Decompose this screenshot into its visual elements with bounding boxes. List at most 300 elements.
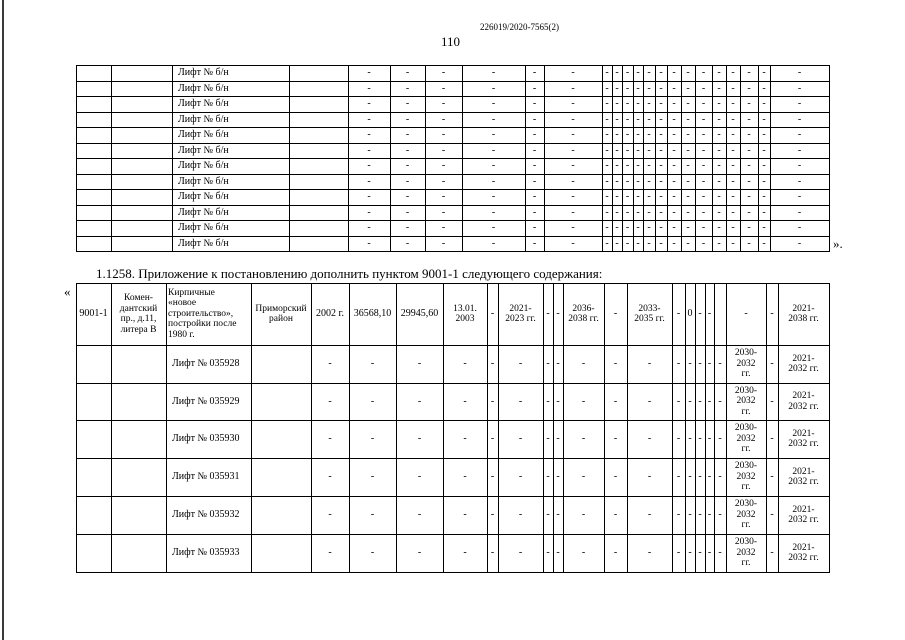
lift-label: Лифт № б/н bbox=[178, 175, 229, 187]
repair-period: 2021- 2032 гг. bbox=[788, 391, 819, 412]
table-rule bbox=[829, 283, 830, 573]
dash-cell: - bbox=[762, 129, 766, 140]
dash-cell: - bbox=[717, 82, 721, 94]
dash-cell: - bbox=[717, 129, 721, 140]
dash-cell: - bbox=[625, 175, 630, 187]
dash-cell: - bbox=[615, 222, 619, 233]
dash-cell: - bbox=[532, 113, 537, 125]
dash-cell: - bbox=[613, 358, 618, 369]
dash-cell: - bbox=[490, 358, 495, 369]
dash-cell: - bbox=[463, 509, 467, 520]
dash-cell: - bbox=[686, 206, 690, 218]
lift-label: Лифт № б/н bbox=[178, 98, 229, 109]
dash-cell: - bbox=[676, 509, 681, 520]
dash-cell: - bbox=[491, 160, 496, 171]
build-year: 2002 г. bbox=[316, 308, 344, 319]
dash-cell: - bbox=[417, 433, 422, 444]
dash-cell: - bbox=[556, 509, 560, 520]
dash-cell: - bbox=[686, 144, 690, 156]
dash-cell: - bbox=[556, 308, 560, 319]
dash-cell: - bbox=[328, 358, 332, 369]
dash-cell: - bbox=[441, 175, 446, 187]
dash-cell: - bbox=[647, 433, 652, 444]
dash-cell: - bbox=[556, 471, 560, 482]
dash-cell: - bbox=[615, 144, 619, 156]
dash-cell: - bbox=[659, 160, 663, 171]
registration-date: 13.01. 2003 bbox=[453, 303, 477, 324]
dash-cell: - bbox=[625, 206, 630, 218]
dash-cell: - bbox=[490, 308, 495, 319]
dash-cell: - bbox=[701, 144, 706, 156]
dash-cell: - bbox=[770, 509, 774, 520]
dash-cell: - bbox=[518, 547, 523, 558]
dash-cell: - bbox=[672, 237, 676, 249]
dash-cell: - bbox=[328, 547, 332, 558]
dash-cell: - bbox=[625, 191, 630, 202]
dash-cell: - bbox=[532, 191, 537, 202]
dash-cell: - bbox=[686, 67, 690, 78]
dash-cell: - bbox=[405, 206, 410, 218]
building-type: Кирпичные «новое строительство», постройки после 1980 г. bbox=[168, 287, 237, 340]
dash-cell: - bbox=[718, 358, 722, 369]
dash-cell: - bbox=[647, 471, 652, 482]
dash-cell: - bbox=[659, 82, 663, 94]
dash-cell: - bbox=[518, 509, 523, 520]
dash-cell: - bbox=[615, 82, 619, 94]
dash-cell: - bbox=[797, 67, 802, 78]
dash-cell: - bbox=[731, 67, 735, 78]
dash-cell: - bbox=[417, 509, 422, 520]
dash-cell: - bbox=[328, 395, 332, 407]
dash-cell: - bbox=[546, 308, 550, 319]
dash-cell: - bbox=[747, 160, 751, 171]
dash-cell: - bbox=[688, 471, 692, 482]
dash-cell: - bbox=[615, 98, 619, 109]
dash-cell: - bbox=[370, 471, 375, 482]
dash-cell: - bbox=[707, 471, 712, 482]
lift-label: Лифт № б/н bbox=[178, 237, 229, 249]
dash-cell: - bbox=[367, 82, 371, 94]
amendment-text: 1.1258. Приложение к постановлению дополнить пунктом 9001-1 следующего содержания: bbox=[96, 266, 603, 281]
dash-cell: - bbox=[797, 191, 802, 202]
dash-cell: - bbox=[647, 98, 651, 109]
repair-period: 2021- 2038 гг. bbox=[788, 303, 819, 324]
dash-cell: - bbox=[441, 129, 446, 140]
dash-cell: - bbox=[581, 433, 586, 444]
dash-cell: - bbox=[731, 175, 735, 187]
dash-cell: - bbox=[636, 129, 640, 140]
table-rule bbox=[111, 65, 112, 252]
dash-cell: - bbox=[636, 206, 640, 218]
dash-cell: - bbox=[701, 191, 706, 202]
building-address: Комен- дантский пр., д.11, литера В bbox=[119, 293, 158, 335]
dash-cell: - bbox=[659, 98, 663, 109]
dash-cell: - bbox=[731, 98, 735, 109]
dash-cell: - bbox=[328, 509, 332, 520]
dash-cell: - bbox=[367, 67, 371, 78]
dash-cell: - bbox=[417, 471, 422, 482]
dash-cell: - bbox=[625, 129, 630, 140]
dash-cell: - bbox=[762, 237, 766, 249]
lift-label: Лифт № б/н bbox=[178, 113, 229, 125]
dash-cell: - bbox=[647, 113, 651, 125]
dash-cell: - bbox=[762, 191, 766, 202]
dash-cell: - bbox=[672, 160, 676, 171]
dash-cell: - bbox=[672, 144, 676, 156]
dash-cell: - bbox=[615, 206, 619, 218]
dash-cell: - bbox=[762, 98, 766, 109]
dash-cell: - bbox=[676, 471, 681, 482]
dash-cell: - bbox=[546, 509, 550, 520]
lift-label: Лифт № б/н bbox=[178, 82, 229, 94]
dash-cell: - bbox=[518, 395, 523, 407]
opening-quote: « bbox=[64, 284, 71, 299]
dash-cell: - bbox=[417, 395, 422, 407]
repair-period: 2021- 2032 гг. bbox=[788, 504, 819, 525]
zero-value: 0 bbox=[687, 308, 693, 319]
dash-cell: - bbox=[762, 222, 766, 233]
dash-cell: - bbox=[659, 175, 663, 187]
dash-cell: - bbox=[731, 237, 735, 249]
dash-cell: - bbox=[797, 206, 802, 218]
dash-cell: - bbox=[605, 82, 609, 94]
dash-cell: - bbox=[625, 67, 630, 78]
dash-cell: - bbox=[490, 471, 495, 482]
dash-cell: - bbox=[605, 237, 609, 249]
dash-cell: - bbox=[613, 547, 618, 558]
dash-cell: - bbox=[441, 144, 446, 156]
dash-cell: - bbox=[615, 129, 619, 140]
dash-cell: - bbox=[370, 358, 375, 369]
dash-cell: - bbox=[613, 471, 618, 482]
table-rule bbox=[829, 65, 830, 252]
dash-cell: - bbox=[613, 308, 618, 319]
dash-cell: - bbox=[717, 144, 721, 156]
dash-cell: - bbox=[571, 113, 575, 125]
dash-cell: - bbox=[441, 191, 446, 202]
dash-cell: - bbox=[532, 98, 537, 109]
dash-cell: - bbox=[625, 222, 630, 233]
dash-cell: - bbox=[686, 160, 690, 171]
dash-cell: - bbox=[417, 358, 422, 369]
dash-cell: - bbox=[546, 471, 550, 482]
dash-cell: - bbox=[731, 222, 735, 233]
dash-cell: - bbox=[532, 129, 537, 140]
dash-cell: - bbox=[491, 175, 496, 187]
dash-cell: - bbox=[688, 547, 692, 558]
dash-cell: - bbox=[701, 160, 706, 171]
dash-cell: - bbox=[747, 98, 751, 109]
dash-cell: - bbox=[532, 237, 537, 249]
dash-cell: - bbox=[698, 433, 702, 444]
dash-cell: - bbox=[762, 113, 766, 125]
dash-cell: - bbox=[441, 98, 446, 109]
dash-cell: - bbox=[688, 433, 692, 444]
table-rule bbox=[172, 65, 173, 252]
dash-cell: - bbox=[491, 237, 496, 249]
lift-label: Лифт № б/н bbox=[178, 144, 229, 156]
dash-cell: - bbox=[797, 113, 802, 125]
lift-label: Лифт № б/н bbox=[178, 191, 229, 202]
dash-cell: - bbox=[491, 191, 496, 202]
dash-cell: - bbox=[532, 175, 537, 187]
dash-cell: - bbox=[688, 358, 692, 369]
dash-cell: - bbox=[797, 98, 802, 109]
item-number: 9001-1 bbox=[79, 308, 108, 319]
lift-label: Лифт № б/н bbox=[178, 129, 229, 140]
dash-cell: - bbox=[571, 206, 575, 218]
dash-cell: - bbox=[571, 237, 575, 249]
dash-cell: - bbox=[532, 82, 537, 94]
repair-period: 2030- 2032 гг. bbox=[734, 423, 758, 455]
dash-cell: - bbox=[686, 113, 690, 125]
dash-cell: - bbox=[417, 547, 422, 558]
dash-cell: - bbox=[659, 191, 663, 202]
dash-cell: - bbox=[581, 547, 586, 558]
dash-cell: - bbox=[698, 358, 702, 369]
dash-cell: - bbox=[717, 222, 721, 233]
dash-cell: - bbox=[518, 358, 523, 369]
dash-cell: - bbox=[556, 358, 560, 369]
dash-cell: - bbox=[613, 509, 618, 520]
dash-cell: - bbox=[367, 144, 371, 156]
table-rule bbox=[76, 65, 77, 252]
repair-period: 2030- 2032 гг. bbox=[734, 537, 758, 569]
dash-cell: - bbox=[731, 129, 735, 140]
dash-cell: - bbox=[686, 222, 690, 233]
dash-cell: - bbox=[441, 113, 446, 125]
dash-cell: - bbox=[647, 160, 651, 171]
dash-cell: - bbox=[405, 129, 410, 140]
dash-cell: - bbox=[441, 67, 446, 78]
repair-period: 2030- 2032 гг. bbox=[734, 385, 758, 417]
dash-cell: - bbox=[672, 98, 676, 109]
dash-cell: - bbox=[490, 547, 495, 558]
dash-cell: - bbox=[688, 509, 692, 520]
repair-period: 2021- 2032 гг. bbox=[788, 353, 819, 374]
dash-cell: - bbox=[676, 433, 681, 444]
dash-cell: - bbox=[686, 98, 690, 109]
dash-cell: - bbox=[367, 175, 371, 187]
dash-cell: - bbox=[647, 509, 652, 520]
dash-cell: - bbox=[797, 237, 802, 249]
dash-cell: - bbox=[367, 129, 371, 140]
dash-cell: - bbox=[676, 547, 681, 558]
dash-cell: - bbox=[581, 471, 586, 482]
dash-cell: - bbox=[532, 160, 537, 171]
dash-cell: - bbox=[556, 547, 560, 558]
dash-cell: - bbox=[370, 509, 375, 520]
dash-cell: - bbox=[463, 433, 467, 444]
dash-cell: - bbox=[463, 471, 467, 482]
dash-cell: - bbox=[571, 129, 575, 140]
dash-cell: - bbox=[701, 206, 706, 218]
dash-cell: - bbox=[405, 67, 410, 78]
dash-cell: - bbox=[405, 98, 410, 109]
dash-cell: - bbox=[605, 191, 609, 202]
repair-period: 2030- 2032 гг. bbox=[734, 348, 758, 380]
dash-cell: - bbox=[701, 237, 706, 249]
dash-cell: - bbox=[613, 395, 618, 407]
dash-cell: - bbox=[367, 222, 371, 233]
dash-cell: - bbox=[744, 308, 748, 319]
dash-cell: - bbox=[659, 144, 663, 156]
dash-cell: - bbox=[491, 82, 496, 94]
dash-cell: - bbox=[718, 509, 722, 520]
dash-cell: - bbox=[490, 395, 495, 407]
dash-cell: - bbox=[672, 206, 676, 218]
dash-cell: - bbox=[770, 395, 774, 407]
dash-cell: - bbox=[707, 358, 712, 369]
dash-cell: - bbox=[615, 237, 619, 249]
dash-cell: - bbox=[647, 222, 651, 233]
dash-cell: - bbox=[605, 129, 609, 140]
dash-cell: - bbox=[405, 191, 410, 202]
dash-cell: - bbox=[605, 98, 609, 109]
dash-cell: - bbox=[707, 509, 712, 520]
area-living: 29945,60 bbox=[400, 308, 439, 319]
dash-cell: - bbox=[659, 113, 663, 125]
dash-cell: - bbox=[747, 144, 751, 156]
dash-cell: - bbox=[532, 222, 537, 233]
dash-cell: - bbox=[441, 222, 446, 233]
dash-cell: - bbox=[370, 433, 375, 444]
dash-cell: - bbox=[615, 113, 619, 125]
dash-cell: - bbox=[672, 113, 676, 125]
dash-cell: - bbox=[647, 547, 652, 558]
repair-period: 2033- 2035 гг. bbox=[634, 303, 665, 324]
dash-cell: - bbox=[659, 67, 663, 78]
dash-cell: - bbox=[405, 160, 410, 171]
dash-cell: - bbox=[571, 222, 575, 233]
dash-cell: - bbox=[647, 395, 652, 407]
dash-cell: - bbox=[636, 237, 640, 249]
dash-cell: - bbox=[717, 67, 721, 78]
dash-cell: - bbox=[717, 98, 721, 109]
dash-cell: - bbox=[328, 471, 332, 482]
dash-cell: - bbox=[405, 144, 410, 156]
dash-cell: - bbox=[747, 67, 751, 78]
dash-cell: - bbox=[571, 160, 575, 171]
dash-cell: - bbox=[636, 144, 640, 156]
dash-cell: - bbox=[532, 67, 537, 78]
dash-cell: - bbox=[636, 82, 640, 94]
dash-cell: - bbox=[770, 433, 774, 444]
dash-cell: - bbox=[731, 206, 735, 218]
dash-cell: - bbox=[581, 509, 586, 520]
dash-cell: - bbox=[571, 98, 575, 109]
lift-label: Лифт № 035931 bbox=[172, 471, 240, 482]
dash-cell: - bbox=[367, 206, 371, 218]
dash-cell: - bbox=[463, 358, 467, 369]
dash-cell: - bbox=[636, 113, 640, 125]
dash-cell: - bbox=[698, 509, 702, 520]
dash-cell: - bbox=[615, 175, 619, 187]
document-number: 226019/2020-7565(2) bbox=[480, 22, 559, 32]
dash-cell: - bbox=[731, 144, 735, 156]
dash-cell: - bbox=[747, 129, 751, 140]
dash-cell: - bbox=[647, 82, 651, 94]
dash-cell: - bbox=[707, 308, 712, 319]
dash-cell: - bbox=[636, 160, 640, 171]
dash-cell: - bbox=[718, 395, 722, 407]
dash-cell: - bbox=[747, 175, 751, 187]
dash-cell: - bbox=[532, 206, 537, 218]
dash-cell: - bbox=[686, 82, 690, 94]
dash-cell: - bbox=[491, 144, 496, 156]
dash-cell: - bbox=[405, 82, 410, 94]
repair-period: 2021- 2023 гг. bbox=[505, 303, 536, 324]
dash-cell: - bbox=[546, 358, 550, 369]
dash-cell: - bbox=[731, 160, 735, 171]
dash-cell: - bbox=[370, 547, 375, 558]
dash-cell: - bbox=[615, 191, 619, 202]
scan-edge-mark bbox=[2, 0, 4, 640]
dash-cell: - bbox=[701, 175, 706, 187]
dash-cell: - bbox=[747, 82, 751, 94]
dash-cell: - bbox=[490, 509, 495, 520]
dash-cell: - bbox=[797, 175, 802, 187]
dash-cell: - bbox=[797, 82, 802, 94]
dash-cell: - bbox=[676, 395, 681, 407]
dash-cell: - bbox=[605, 113, 609, 125]
dash-cell: - bbox=[605, 222, 609, 233]
dash-cell: - bbox=[328, 433, 332, 444]
dash-cell: - bbox=[605, 175, 609, 187]
dash-cell: - bbox=[701, 98, 706, 109]
lift-label: Лифт № б/н bbox=[178, 206, 229, 218]
dash-cell: - bbox=[636, 191, 640, 202]
dash-cell: - bbox=[571, 144, 575, 156]
dash-cell: - bbox=[731, 82, 735, 94]
lift-label: Лифт № б/н bbox=[178, 160, 229, 171]
dash-cell: - bbox=[647, 206, 651, 218]
dash-cell: - bbox=[647, 358, 652, 369]
dash-cell: - bbox=[770, 471, 774, 482]
dash-cell: - bbox=[605, 144, 609, 156]
repair-period: 2021- 2032 гг. bbox=[788, 542, 819, 563]
dash-cell: - bbox=[605, 160, 609, 171]
dash-cell: - bbox=[491, 206, 496, 218]
dash-cell: - bbox=[441, 206, 446, 218]
dash-cell: - bbox=[797, 144, 802, 156]
dash-cell: - bbox=[762, 67, 766, 78]
dash-cell: - bbox=[797, 129, 802, 140]
dash-cell: - bbox=[762, 175, 766, 187]
dash-cell: - bbox=[370, 395, 375, 407]
dash-cell: - bbox=[701, 67, 706, 78]
dash-cell: - bbox=[672, 129, 676, 140]
dash-cell: - bbox=[491, 67, 496, 78]
dash-cell: - bbox=[770, 547, 774, 558]
dash-cell: - bbox=[367, 98, 371, 109]
dash-cell: - bbox=[581, 358, 586, 369]
dash-cell: - bbox=[698, 308, 702, 319]
dash-cell: - bbox=[367, 237, 371, 249]
dash-cell: - bbox=[659, 237, 663, 249]
dash-cell: - bbox=[718, 471, 722, 482]
district: Приморский район bbox=[255, 303, 307, 324]
dash-cell: - bbox=[571, 175, 575, 187]
dash-cell: - bbox=[672, 191, 676, 202]
dash-cell: - bbox=[747, 237, 751, 249]
dash-cell: - bbox=[491, 129, 496, 140]
dash-cell: - bbox=[367, 191, 371, 202]
dash-cell: - bbox=[463, 547, 467, 558]
dash-cell: - bbox=[367, 160, 371, 171]
dash-cell: - bbox=[698, 395, 702, 407]
dash-cell: - bbox=[698, 471, 702, 482]
